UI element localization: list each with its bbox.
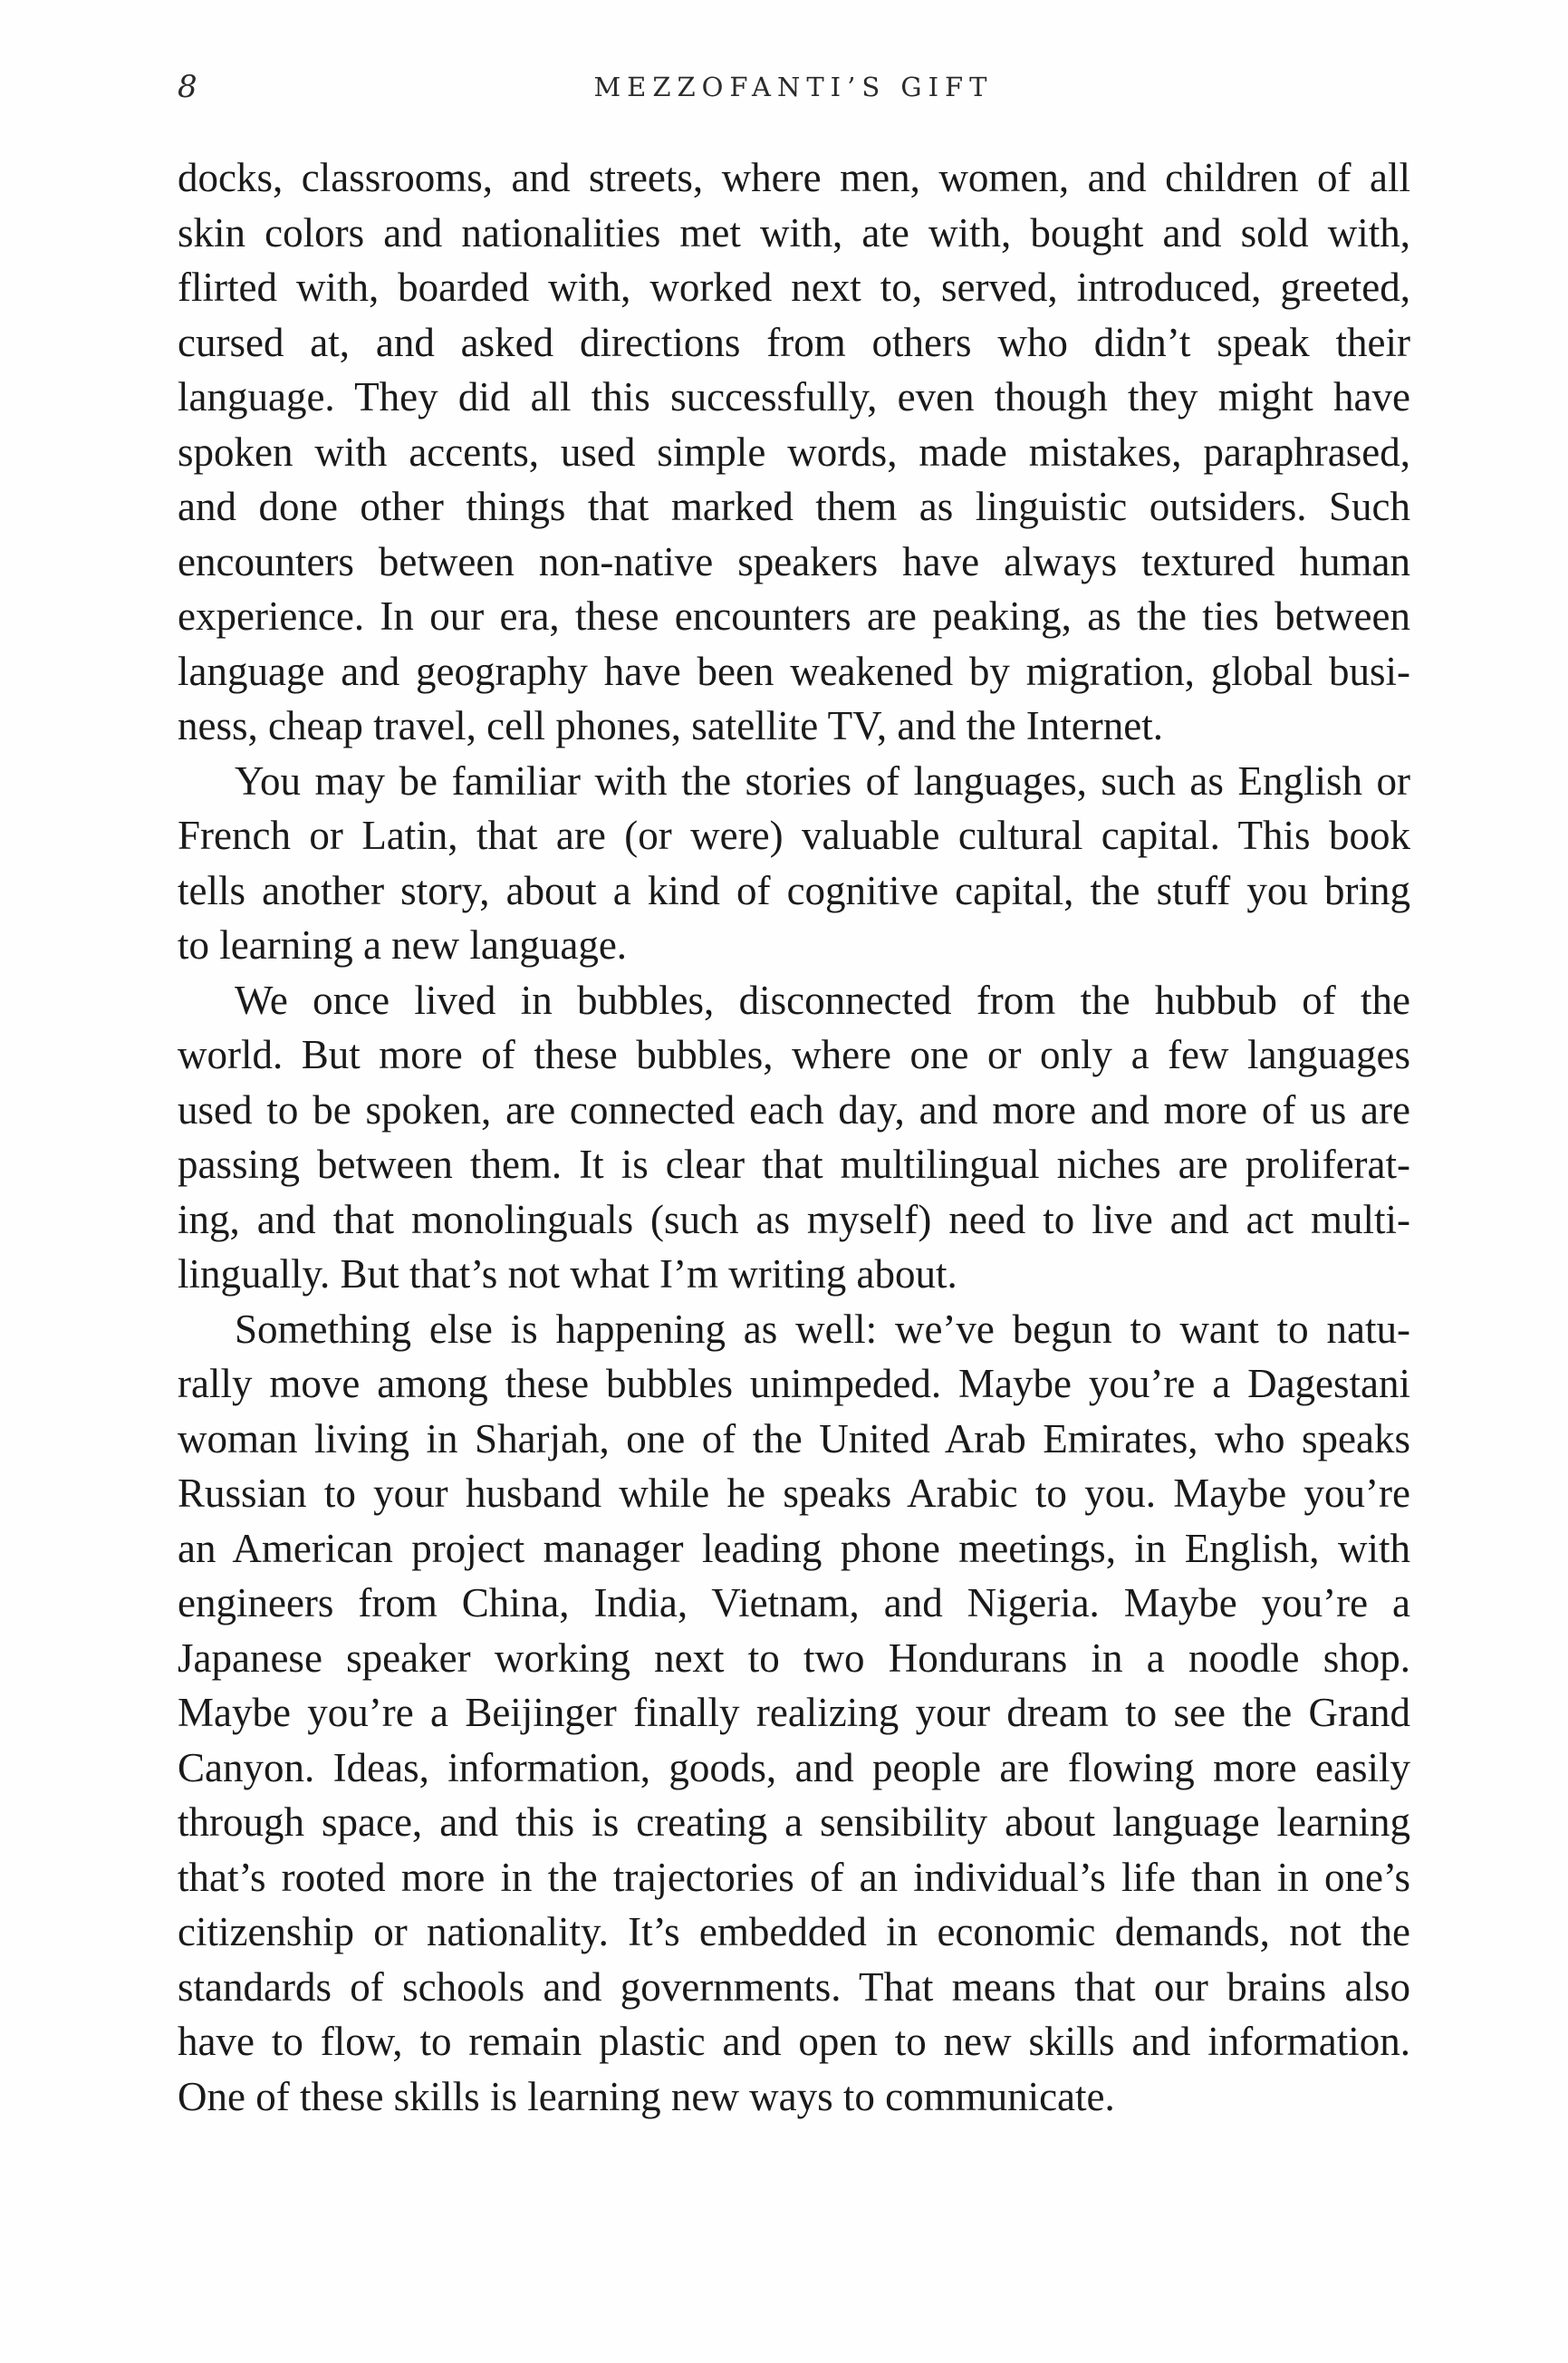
text-line: tells another story, about a kind of cognitive capital, the stuff you bring [178,867,1410,913]
text-line: an American project manager leading phone meetings, in English, with [178,1525,1410,1571]
running-head: MEZZOFANTI’S GIFT [593,72,994,102]
text-line: One of these skills is learning new ways to communicate. [178,2073,1115,2119]
text-line: cursed at, and asked directions from others who didn’t speak their [178,319,1410,365]
text-line: language. They did all this successfully, even though they might have [178,374,1410,420]
text-line: flirted with, boarded with, worked next to, served, introduced, greeted, [178,265,1410,310]
text-line: Something else is happening as well: we’ve begun to want to natu- [235,1306,1410,1352]
text-line: You may be familiar with the stories of languages, such as English or [235,757,1410,804]
text-line: docks, classrooms, and streets, where men, women, and children of all [178,155,1410,200]
text-line: Russian to your husband while he speaks Arabic to you. Maybe you’re [178,1471,1410,1516]
text-line: ing, and that monolinguals (such as myself) need to live and act multi- [178,1196,1410,1242]
text-line: Japanese speaker working next to two Hondurans in a noodle shop. [178,1635,1410,1681]
text-line: Maybe you’re a Beijinger finally realizing your dream to see the Grand [178,1690,1410,1735]
text-line: spoken with accents, used simple words, made mistakes, paraphrased, [178,429,1410,475]
text-line: language and geography have been weakened by migration, global busi- [178,648,1410,694]
text-line: standards of schools and governments. That means that our brains also [178,1963,1410,2010]
text-line: We once lived in bubbles, disconnected from the hubbub of the [235,977,1410,1023]
text-line: world. But more of these bubbles, where one or only a few languages [178,1032,1410,1077]
page-number: 8 [178,69,197,105]
text-line: and done other things that marked them as linguistic outsiders. Such [178,484,1410,529]
paragraph-2 [178,754,1410,973]
text-line: lingually. But that’s not what I’m writing about. [178,1251,957,1297]
paragraph-4 [178,1302,1410,2125]
text-line: experience. In our era, these encounters are peaking, as the ties between [178,593,1410,639]
text-line: to learning a new language. [178,922,628,968]
text-line: French or Latin, that are (or were) valuable cultural capital. This book [178,813,1410,858]
text-line: skin colors and nationalities met with, ate with, bought and sold with, [178,209,1410,256]
text-line: through space, and this is creating a sensibility about language learning [178,1799,1410,1845]
text-line: that’s rooted more in the trajectories of an individual’s life than in one’s [178,1854,1410,1900]
paragraph-3 [178,973,1410,1302]
paragraph-1 [178,150,1410,754]
text-line: woman living in Sharjah, one of the United Arab Emirates, who speaks [178,1415,1410,1461]
text-line: ness, cheap travel, cell phones, satellite TV, and the Internet. [178,703,1163,748]
page-header [178,60,1409,114]
text-line: passing between them. It is clear that multilingual niches are proliferat- [178,1142,1410,1187]
text-line: citizenship or nationality. It’s embedded in economic demands, not the [178,1909,1410,1954]
text-line: encounters between non-native speakers have always textured human [178,538,1410,584]
text-line: used to be spoken, are connected each day, and more and more of us are [178,1086,1410,1133]
body-text [178,150,1410,2124]
text-line: engineers from China, India, Vietnam, and Nigeria. Maybe you’re a [178,1580,1410,1625]
text-line: rally move among these bubbles unimpeded. Maybe you’re a Dagestani [178,1361,1410,1406]
text-line: have to flow, to remain plastic and open to new skills and information. [178,2019,1410,2064]
text-line: Canyon. Ideas, information, goods, and people are flowing more easily [178,1744,1410,1790]
